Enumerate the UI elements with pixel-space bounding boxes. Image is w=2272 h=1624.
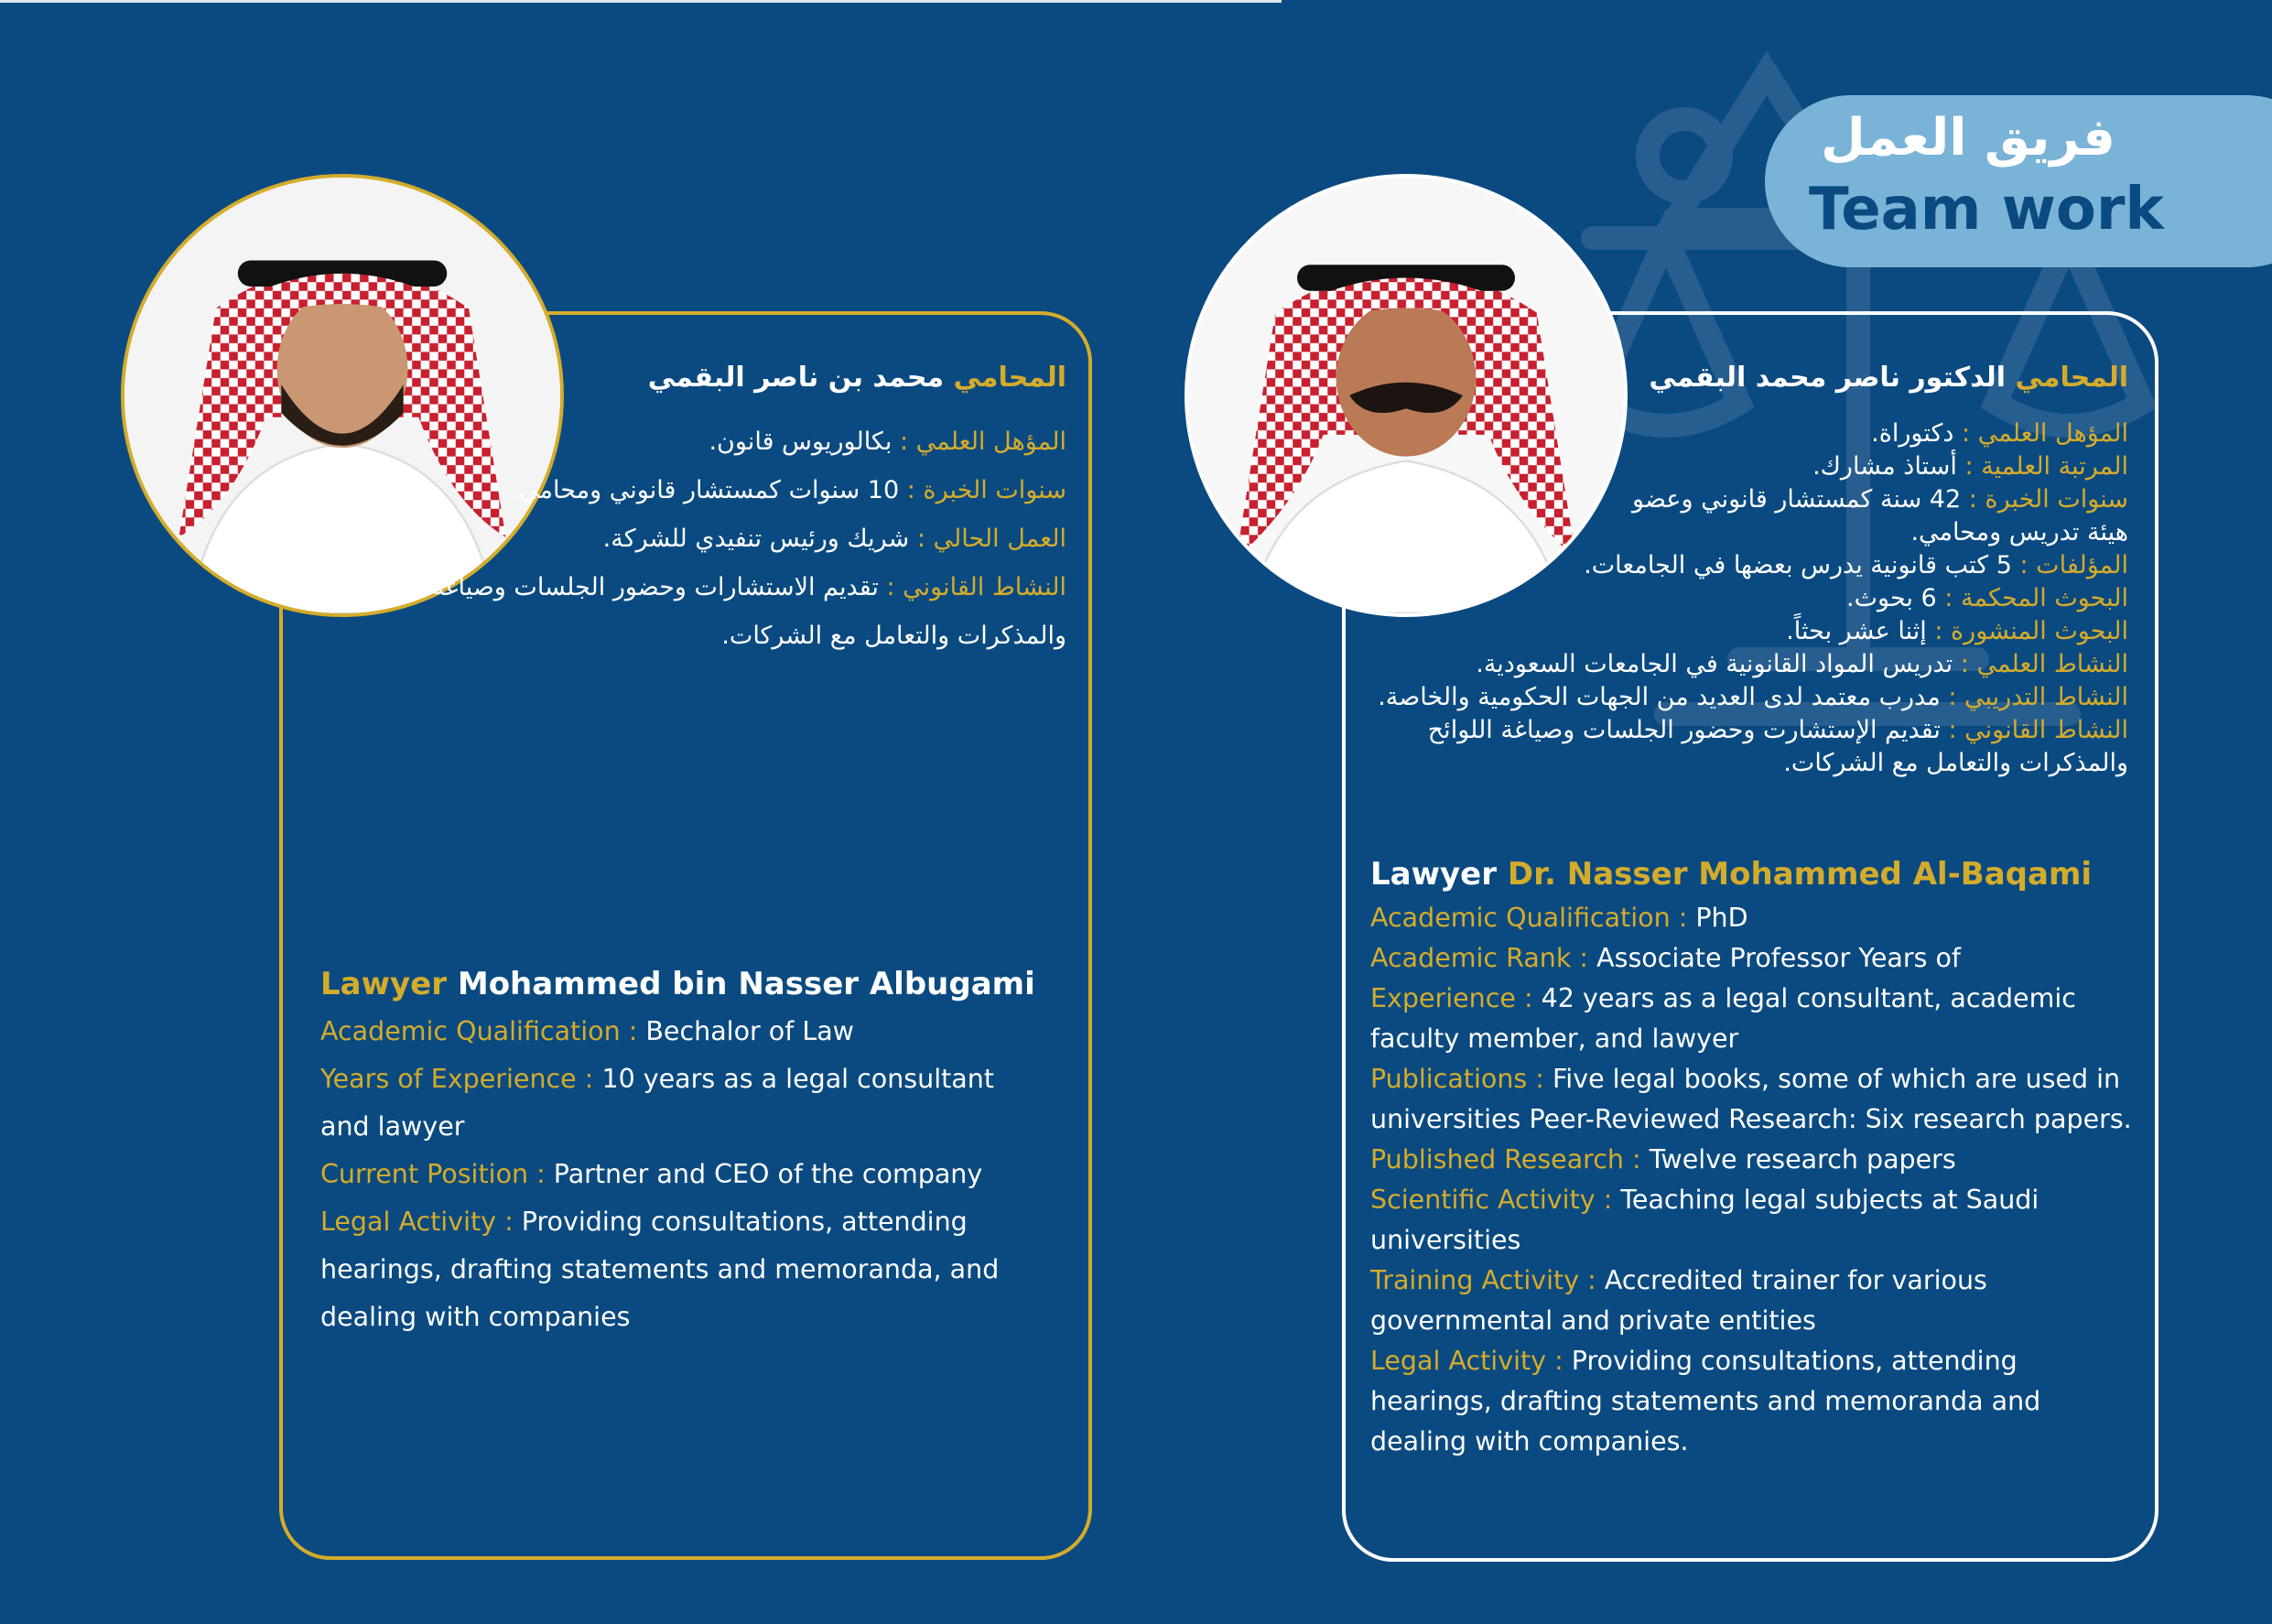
right-member-english-info <box>1370 856 2139 1462</box>
detail-label: سنوات الخبرة : <box>1968 485 2128 514</box>
right-member-arabic-name <box>1355 362 2128 394</box>
detail-value: بكالوريوس قانون. <box>709 428 893 456</box>
english-name-text: Mohammed bin Nasser Albugami <box>457 966 1035 1002</box>
ar-detail-qualification <box>1355 417 2128 450</box>
detail-label: Training Activity : <box>1370 1265 1596 1295</box>
arabic-title-prefix: المحامي <box>2015 362 2128 394</box>
detail-value: شريك ورئيس تنفيدي للشركة. <box>602 525 910 553</box>
detail-label: Academic Qualification : <box>1370 903 1688 933</box>
detail-value: Providing consultations, attending hearings, drafting statements and memoranda, and dealing with companies <box>320 1207 1000 1332</box>
detail-value: مدرب معتمد لدى العديد من الجهات الحكومية والخاصة. <box>1378 683 1941 711</box>
en-detail-qualification <box>1370 898 2139 938</box>
top-divider-line <box>0 0 1282 3</box>
detail-label: Legal Activity : <box>320 1207 514 1237</box>
left-member-english-name <box>320 966 1053 1002</box>
detail-value: 10 years as a legal consultant and lawyer <box>320 1064 995 1142</box>
section-title-arabic: فريق العمل <box>1821 108 2115 168</box>
section-title-english: Team work <box>1809 176 2164 244</box>
detail-value: 10 سنوات كمستشار قانوني ومحامي. <box>511 476 900 504</box>
detail-value: Teaching legal subjects at Saudi universities <box>1370 1185 2039 1255</box>
left-member-arabic-info <box>302 362 1066 660</box>
detail-label: Academic Rank : <box>1370 943 1589 973</box>
english-title-prefix: Lawyer <box>320 966 448 1002</box>
ar-detail-scientific <box>1355 648 2128 681</box>
ar-detail-current-position <box>302 514 1066 563</box>
detail-value: PhD <box>1695 903 1748 933</box>
en-detail-experience <box>1370 979 2139 1059</box>
detail-label: Years of Experience : <box>320 1064 594 1094</box>
detail-value: 5 كتب قانونية يدرس بعضها في الجامعات. <box>1584 551 2012 579</box>
en-detail-current-position <box>320 1151 1044 1198</box>
en-detail-qualification <box>320 1008 1044 1056</box>
left-member-english-info <box>320 966 1053 1341</box>
en-detail-academic-rank <box>1370 938 2139 979</box>
right-member-arabic-info <box>1355 362 2128 780</box>
detail-label: Scientific Activity : <box>1370 1185 1613 1215</box>
arabic-name-text: محمد بن ناصر البقمي <box>647 362 945 394</box>
arabic-name-text: الدكتور ناصر محمد البقمي <box>1649 362 2007 394</box>
detail-value: تقديم الإستشارت وحضور الجلسات وصياغة اللوائح والمذكرات والتعامل مع الشركات. <box>1427 716 2128 777</box>
right-member-english-name <box>1370 856 2139 893</box>
detail-value: Five legal books, some of which are used in universities Peer-Reviewed Research: Six research papers. <box>1370 1064 2132 1134</box>
ar-detail-legal-activity <box>302 563 1066 660</box>
detail-label: العمل الحالي : <box>916 525 1066 553</box>
en-detail-published-research <box>1370 1140 2139 1180</box>
detail-value: دكتوراة. <box>1871 419 1954 448</box>
detail-value: 6 بحوث. <box>1846 584 1937 612</box>
en-detail-experience <box>320 1056 1025 1151</box>
detail-label: المرتبة العلمية : <box>1964 452 2128 481</box>
en-detail-scientific-activity <box>1370 1180 2139 1261</box>
detail-value: Bechalor of Law <box>645 1016 854 1046</box>
detail-value: أستاذ مشارك. <box>1812 452 1957 481</box>
arabic-title-prefix: المحامي <box>953 362 1066 394</box>
detail-value: 42 سنة كمستشار قانوني وعضو هيئة تدريس ومحامي. <box>1632 485 2128 547</box>
detail-label: البحوث المنشورة : <box>1934 617 2128 645</box>
detail-value: إثنا عشر بحثاً. <box>1786 617 1927 645</box>
detail-label: النشاط القانوني : <box>886 573 1066 601</box>
left-member-arabic-name <box>302 362 1066 394</box>
ar-detail-training <box>1355 681 2128 714</box>
detail-label: Academic Qualification : <box>320 1016 638 1046</box>
detail-value: Associate Professor Years of <box>1596 943 1961 973</box>
ar-detail-qualification <box>302 417 1066 466</box>
ar-detail-experience <box>426 466 1066 514</box>
detail-label: المؤهل العلمي : <box>899 428 1066 456</box>
detail-label: Publications : <box>1370 1064 1544 1094</box>
detail-label: سنوات الخبرة : <box>906 476 1066 504</box>
ar-detail-published <box>1355 615 2128 648</box>
ar-detail-peer-reviewed <box>1355 582 2128 615</box>
detail-value: Partner and CEO of the company <box>553 1159 983 1189</box>
ar-detail-legal-activity <box>1414 714 2128 780</box>
detail-value: 42 years as a legal consultant, academic faculty member, and lawyer <box>1370 983 2076 1054</box>
detail-label: النشاط العلمي : <box>1960 650 2128 678</box>
detail-label: البحوث المحكمة : <box>1944 584 2128 612</box>
ar-detail-academic-rank <box>1355 450 2128 483</box>
detail-label: النشاط التدريبي : <box>1948 683 2128 711</box>
detail-value: Twelve research papers <box>1649 1144 1956 1175</box>
detail-label: المؤلفات : <box>2019 551 2128 579</box>
detail-label: المؤهل العلمي : <box>1961 419 2128 448</box>
en-detail-legal-activity <box>1370 1341 2139 1462</box>
detail-value: تقديم الاستشارات وحضور الجلسات وصياغة اللوائح والمذكرات والتعامل مع الشركات. <box>359 573 1066 650</box>
ar-detail-publications <box>1355 549 2128 582</box>
detail-label: Legal Activity : <box>1370 1346 1563 1376</box>
detail-label: Experience : <box>1370 983 1533 1013</box>
en-detail-publications <box>1370 1059 2139 1140</box>
ar-detail-experience <box>1616 483 2128 549</box>
detail-label: النشاط القانوني : <box>1948 716 2128 744</box>
detail-value: Accredited trainer for various governmental and private entities <box>1370 1265 1987 1336</box>
en-detail-legal-activity <box>320 1198 1034 1341</box>
english-name-text: Dr. Nasser Mohammed Al-Baqami <box>1507 856 2093 893</box>
detail-label: Current Position : <box>320 1159 546 1189</box>
detail-value: Providing consultations, attending hearings, drafting statements and memoranda and dealing with companies. <box>1370 1346 2041 1456</box>
detail-value: تدريس المواد القانونية في الجامعات السعودية. <box>1476 650 1953 678</box>
en-detail-training-activity <box>1370 1261 2139 1341</box>
english-title-prefix: Lawyer <box>1370 856 1498 893</box>
detail-label: Published Research : <box>1370 1144 1641 1175</box>
